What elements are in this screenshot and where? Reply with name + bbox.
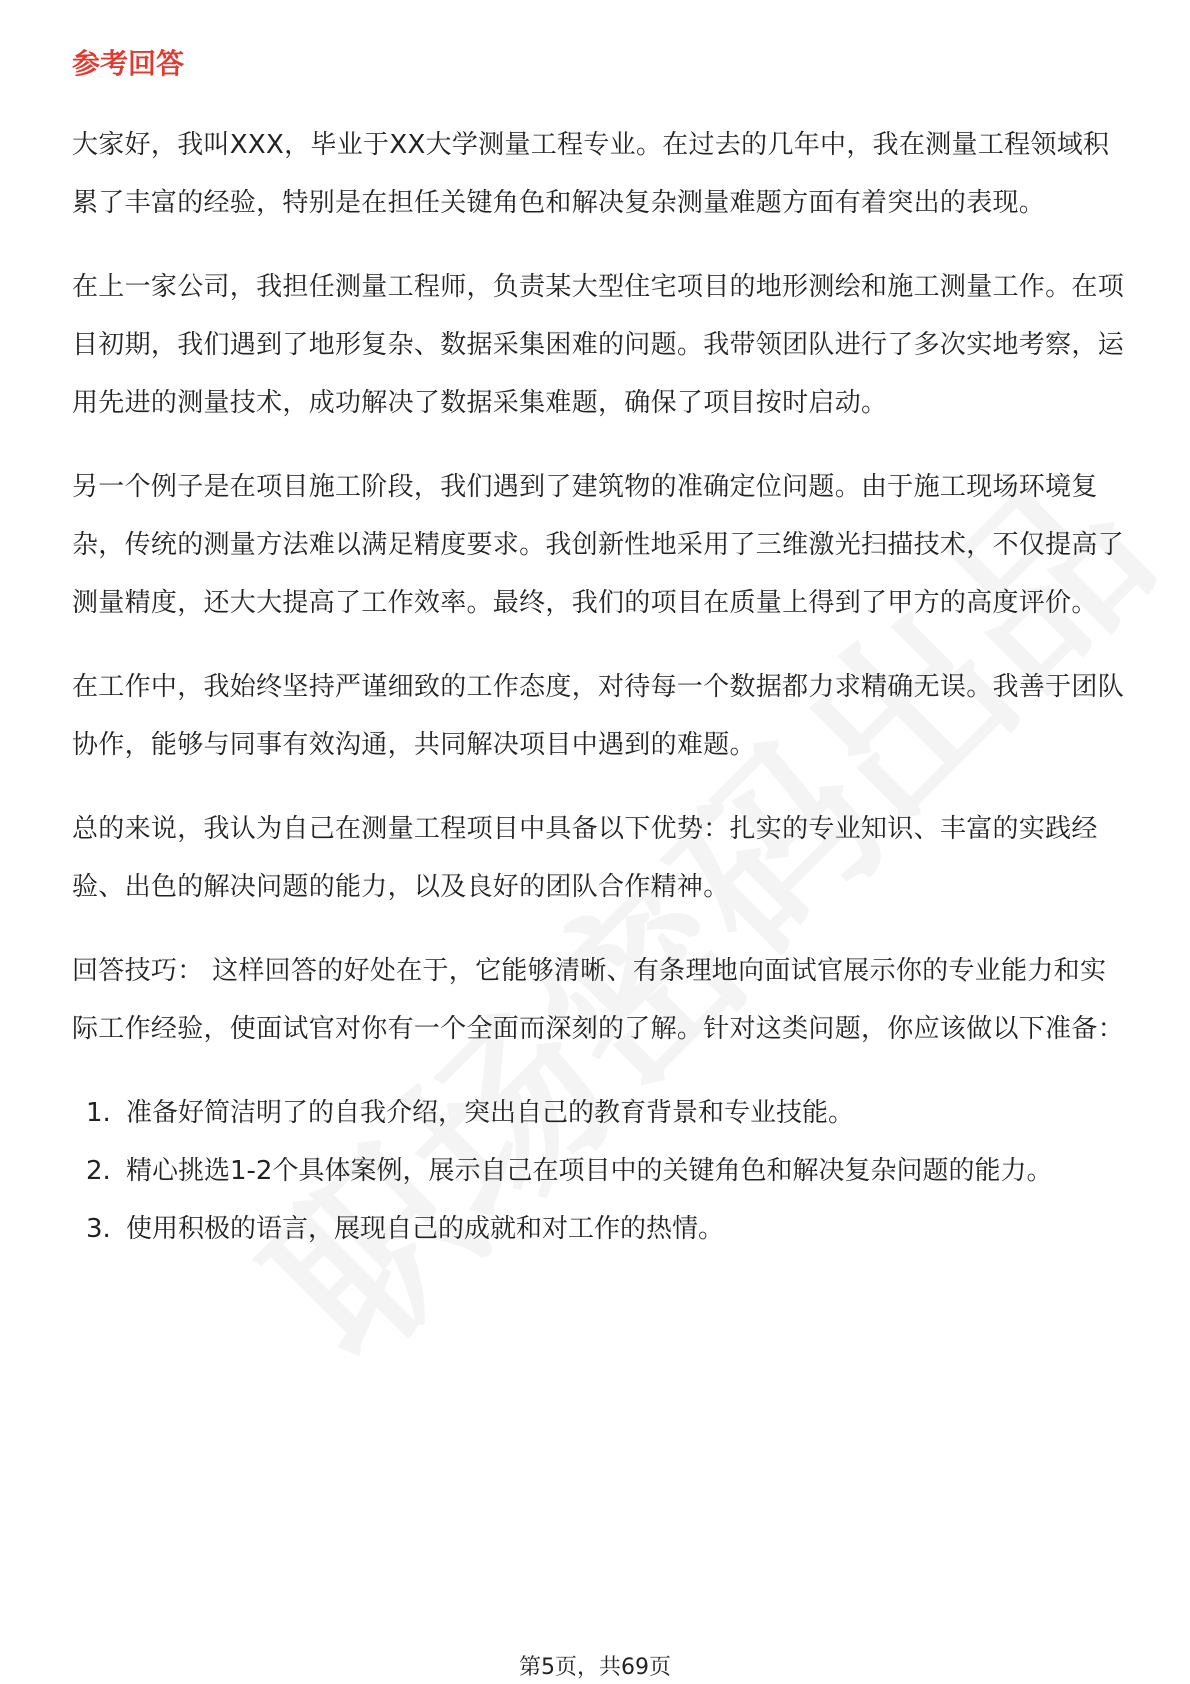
list-item xyxy=(72,1142,1132,1200)
list-item-text: 准备好简洁明了的自我介绍，突出自己的教育背景和专业技能。 xyxy=(126,1098,855,1128)
paragraph-work-attitude: 在工作中，我始终坚持严谨细致的工作态度，对待每一个数据都力求精确无误。我善于团队协作，能够与同事有效沟通，共同解决项目中遇到的难题。 xyxy=(72,672,1125,760)
paragraph-previous-company: 在上一家公司，我担任测量工程师，负责某大型住宅项目的地形测绘和施工测量工作。在项目初期，我们遇到了地形复杂、数据采集困难的问题。我带领团队进行了多次实地考察，运用先进的测量技术，成功解决了数据采集难题，确保了项目按时启动。 xyxy=(72,272,1125,418)
section-title: 参考回答 xyxy=(72,47,185,80)
paragraph-summary: 总的来说，我认为自己在测量工程项目中具备以下优势：扎实的专业知识、丰富的实践经验、出色的解决问题的能力，以及良好的团队合作精神。 xyxy=(72,814,1098,902)
document-body xyxy=(72,44,1132,1258)
list-item xyxy=(72,1200,1132,1258)
tips-text: 这样回答的好处在于，它能够清晰、有条理地向面试官展示你的专业能力和实际工作经验，使面试官对你有一个全面而深刻的了解。针对这类问题，你应该做以下准备： xyxy=(72,956,1125,1044)
steps-list xyxy=(72,1084,1132,1258)
tips-label: 回答技巧： xyxy=(72,956,204,986)
paragraph-tips xyxy=(72,942,1132,1058)
list-item-text: 使用积极的语言，展现自己的成就和对工作的热情。 xyxy=(126,1214,725,1244)
page-number: 第5页，共69页 xyxy=(519,1655,671,1680)
list-item-text: 精心挑选1-2个具体案例，展示自己在项目中的关键角色和解决复杂问题的能力。 xyxy=(126,1156,1053,1186)
paragraph-example: 另一个例子是在项目施工阶段，我们遇到了建筑物的准确定位问题。由于施工现场环境复杂，传统的测量方法难以满足精度要求。我创新性地采用了三维激光扫描技术，不仅提高了测量精度，还大大提高了工作效率。最终，我们的项目在质量上得到了甲方的高度评价。 xyxy=(72,472,1125,618)
paragraph-intro: 大家好，我叫XXX，毕业于XX大学测量工程专业。在过去的几年中，我在测量工程领域积累了丰富的经验，特别是在担任关键角色和解决复杂测量难题方面有着突出的表现。 xyxy=(72,130,1110,218)
list-item-number: 3. xyxy=(86,1214,111,1244)
list-item-number: 1. xyxy=(86,1098,111,1128)
list-item xyxy=(72,1084,1132,1142)
list-item-number: 2. xyxy=(86,1156,111,1186)
